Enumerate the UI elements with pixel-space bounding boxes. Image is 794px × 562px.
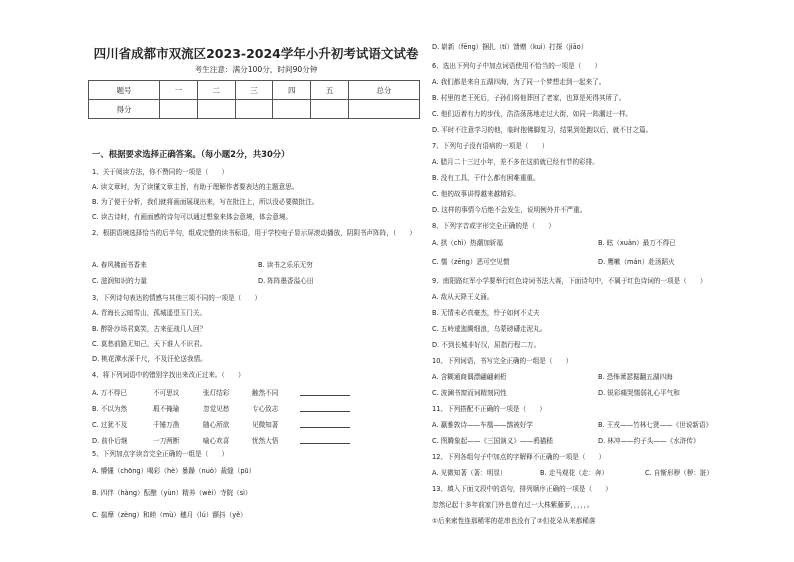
answer-blank bbox=[300, 411, 350, 412]
question-2: 2、根据语境选择恰当的后半句，组成完整的读书标语，用于学校电子显示屏滚动播放，阴阴书声阵阵，（ ） bbox=[92, 229, 416, 237]
q9-option-b: B. 无情未必真豪杰，怜子如何不丈夫 bbox=[432, 309, 540, 317]
q4-b-3: 忽觉见愁 bbox=[203, 405, 230, 413]
q4-d-2: 一刀两断 bbox=[153, 437, 180, 445]
q4-a-1: A. 万不得已 bbox=[92, 389, 127, 397]
q2-option-d: D. 阵阵墨香溢心田 bbox=[258, 277, 314, 285]
answer-blank bbox=[300, 427, 350, 428]
q4-d-1: D. 前仆后继 bbox=[92, 437, 128, 445]
q6-option-c: C. 他们迈着有力的步伐，浩浩荡荡地走过大街，如同一阵潮过一样。 bbox=[432, 110, 633, 118]
q10-option-a: A. 含糊通商偶漂翩翩刺桁 bbox=[432, 373, 507, 381]
q5-option-a: A. 懵懂（chōng）喝彩（hè）暴躁（nuò）裁缝（pū） bbox=[92, 467, 256, 475]
question-5: 5、下列加点字读音完全正确的一组是（ ） bbox=[92, 450, 229, 458]
q13-passage: 忽然记起十多年前家门外也曾有过一大株紫藤萝，，，，，。 bbox=[432, 501, 594, 509]
question-10: 10、下列词语，书写完全正确的一组是（ ） bbox=[432, 357, 573, 365]
question-8: 8、下列字音或字形完全正确的是（ ） bbox=[432, 222, 555, 230]
q8-option-d: D. 鹰嗽（mán）赴汤蹈火 bbox=[598, 258, 675, 266]
score-cell bbox=[160, 100, 198, 119]
q4-c-4: 见微知著 bbox=[252, 421, 279, 429]
q3-option-c: C. 莫愁前路无知己，天下谁人不识君。 bbox=[92, 340, 207, 348]
score-cell bbox=[311, 100, 349, 119]
score-header-cell: 一 bbox=[160, 81, 198, 100]
q4-b-1: B. 不以为然 bbox=[92, 405, 128, 413]
question-11: 11、下列搭配不正确的一项是（ ） bbox=[432, 405, 546, 413]
question-3: 3、下列诗句表达的情感与其他三项不同的一项是（ ） bbox=[92, 294, 262, 302]
q7-option-c: C. 他的故事讲得越来越精彩。 bbox=[432, 190, 520, 198]
answer-blank bbox=[300, 395, 350, 396]
q2-option-b: B. 读书之乐乐无穷 bbox=[258, 261, 313, 269]
q9-option-d: D. 不到长城非好汉，屈指行程二万。 bbox=[432, 341, 541, 349]
q7-option-d: D. 这样的事情今后绝不会发生，说明例外并不严重。 bbox=[432, 206, 587, 214]
score-header-cell: 二 bbox=[197, 81, 235, 100]
q12-option-c: C. 自惭形秽（秽：脏） bbox=[645, 469, 714, 477]
q6-option-b: B. 村里的老王死后，子孙们将他葬回了老家，也算是死得其所了。 bbox=[432, 94, 626, 102]
q13-part: ①后来索性连那稀零的花串也没有了②但花朵从来都稀落 bbox=[432, 517, 596, 525]
q12-option-a: A. 见微知著（著：明显） bbox=[432, 469, 507, 477]
score-header-cell: 题号 bbox=[89, 81, 160, 100]
exam-notice: 考生注意：满分100分，时间90分钟 bbox=[194, 65, 318, 74]
score-cell bbox=[235, 100, 273, 119]
q8-option-c: C. 懦（zēng）恶可空见惯 bbox=[432, 258, 510, 266]
score-header-cell: 总分 bbox=[348, 81, 419, 100]
q11-option-c: C. 图腾象起——《三国演义》——鸦猫嵇 bbox=[432, 437, 553, 445]
q10-option-b: B. 恐怖萧瑟掘翻五湖四海 bbox=[598, 373, 673, 381]
q1-option-a: A. 读文章时，为了读懂文章主旨，有助于理解作者要表达的主题意思。 bbox=[92, 183, 299, 191]
q8-option-a: A. 拱（chì）热潮加斩福 bbox=[432, 239, 503, 247]
q6-option-a: A. 我们都是来自五湖四海，为了同一个梦想走到一起来了。 bbox=[432, 78, 606, 86]
question-13: 13、填入下面文段中的语句，排列顺序正确的一项是（ ） bbox=[432, 485, 612, 493]
q4-a-4: 触然不同 bbox=[252, 389, 279, 397]
q7-option-a: A. 腊月二十三过小年，差不多在这前就已经有节的彩排。 bbox=[432, 158, 599, 166]
q3-option-d: D. 桃花潭水深千尺，不及汪伦送我情。 bbox=[92, 355, 207, 363]
q2-option-a: A. 春风拂面书香来 bbox=[92, 261, 147, 269]
score-header-row bbox=[89, 81, 420, 100]
q4-a-3: 张灯结彩 bbox=[203, 389, 230, 397]
score-cell bbox=[197, 100, 235, 119]
q1-option-c: C. 读古诗时，有画面感的诗句可以通过想象来体会意境，体会意境。 bbox=[92, 213, 293, 221]
q10-option-d: D. 锐彩痛哭懦弱礼心平气和 bbox=[598, 389, 680, 397]
q8-option-b: B. 眩（xuàn）最万不得已 bbox=[598, 239, 676, 247]
q11-option-b: B. 王戎——竹林七贤——《世说新语》 bbox=[598, 421, 713, 429]
q4-a-2: 不可思议 bbox=[153, 389, 180, 397]
q4-d-3: 喻心欢喜 bbox=[203, 437, 230, 445]
q9-option-c: C. 五岭逶迤腾细浪，乌蒙磅礴走泥丸。 bbox=[432, 325, 547, 333]
section-heading-1: 一、根据要求选择正确答案。（每小题2分，共30分） bbox=[92, 149, 290, 159]
score-header-cell: 三 bbox=[235, 81, 273, 100]
question-7: 7、下列句子没有语病的一项是（ ） bbox=[432, 142, 549, 150]
q10-option-c: C. 波澜书窗而词精刻同性 bbox=[432, 389, 507, 397]
q7-option-b: B. 没有工具，干什么都有困难重重。 bbox=[432, 174, 540, 182]
q6-option-d: D. 平时不注意学习的他，临时抱佛脚复习，结果到处跑以后，就不甘之篇。 bbox=[432, 126, 653, 134]
question-1: 1、关于阅读方法，你不赞同的一项是（ ） bbox=[92, 168, 229, 176]
score-row-label: 得分 bbox=[89, 100, 160, 119]
q3-option-b: B. 醉卧沙场君莫笑，古来征战几人回？ bbox=[92, 325, 207, 333]
q9-option-a: A. 敌从天降王义涌。 bbox=[432, 293, 494, 301]
q5-option-c: C. 揣摩（zèng）和睦（mù）穗月（lú）颤抖（yě） bbox=[92, 511, 247, 519]
answer-blank bbox=[300, 443, 350, 444]
exam-title: 四川省成都市双流区2023-2024学年小升初考试语文试卷 bbox=[93, 46, 419, 61]
question-4: 4、将下列词语中的错别字找出来改正过来。（ ） bbox=[92, 371, 245, 379]
q4-c-3: 随心所欲 bbox=[203, 421, 230, 429]
q1-option-b: B. 为了便于分析，我们就将画面展现出来，写在批注上，所以没必要做批注。 bbox=[92, 198, 319, 206]
score-header-cell: 四 bbox=[273, 81, 311, 100]
q3-option-a: A. 青海长云暗雪山，孤城遥望玉门关。 bbox=[92, 309, 207, 317]
q4-d-4: 忧然大悟 bbox=[252, 437, 279, 445]
question-12: 12、下列各组句子中加点的字解释不正确的一项是（ ） bbox=[432, 453, 606, 461]
q11-option-d: D. 林冲——约子头——《水浒传》 bbox=[598, 437, 700, 445]
q4-c-2: 千锤万凿 bbox=[153, 421, 180, 429]
q4-b-4: 专心致志 bbox=[252, 405, 279, 413]
q2-option-c: C. 滋润知识的力量 bbox=[92, 277, 147, 285]
score-header-cell: 五 bbox=[311, 81, 349, 100]
score-value-row bbox=[89, 100, 420, 119]
q5-option-d: D. 崭新（fēng）捆扎（tí）馈赠（kuì）打探（jiāo） bbox=[432, 43, 588, 51]
score-cell bbox=[273, 100, 311, 119]
question-6: 6、选出下列句子中加点词语使用不恰当的一项是（ ） bbox=[432, 62, 602, 70]
score-table bbox=[88, 80, 420, 119]
q11-option-a: A. 赢雅敦诗——车凰——鹊被好学 bbox=[432, 421, 533, 429]
question-9: 9、南阳路红军小学要举行红色诗词书法大赛，下面诗句中，不属于红色诗词的一项是（ ） bbox=[432, 277, 707, 285]
score-cell bbox=[348, 100, 419, 119]
q5-option-b: B. 四伴（hàng）酝酿（yùn）精养（wèi）寺院（sì） bbox=[92, 489, 252, 497]
q4-c-1: C. 过犹不及 bbox=[92, 421, 128, 429]
q12-option-b: B. 走马观花（走：奔） bbox=[540, 469, 609, 477]
q4-b-2: 瑕不掩瑜 bbox=[153, 405, 180, 413]
